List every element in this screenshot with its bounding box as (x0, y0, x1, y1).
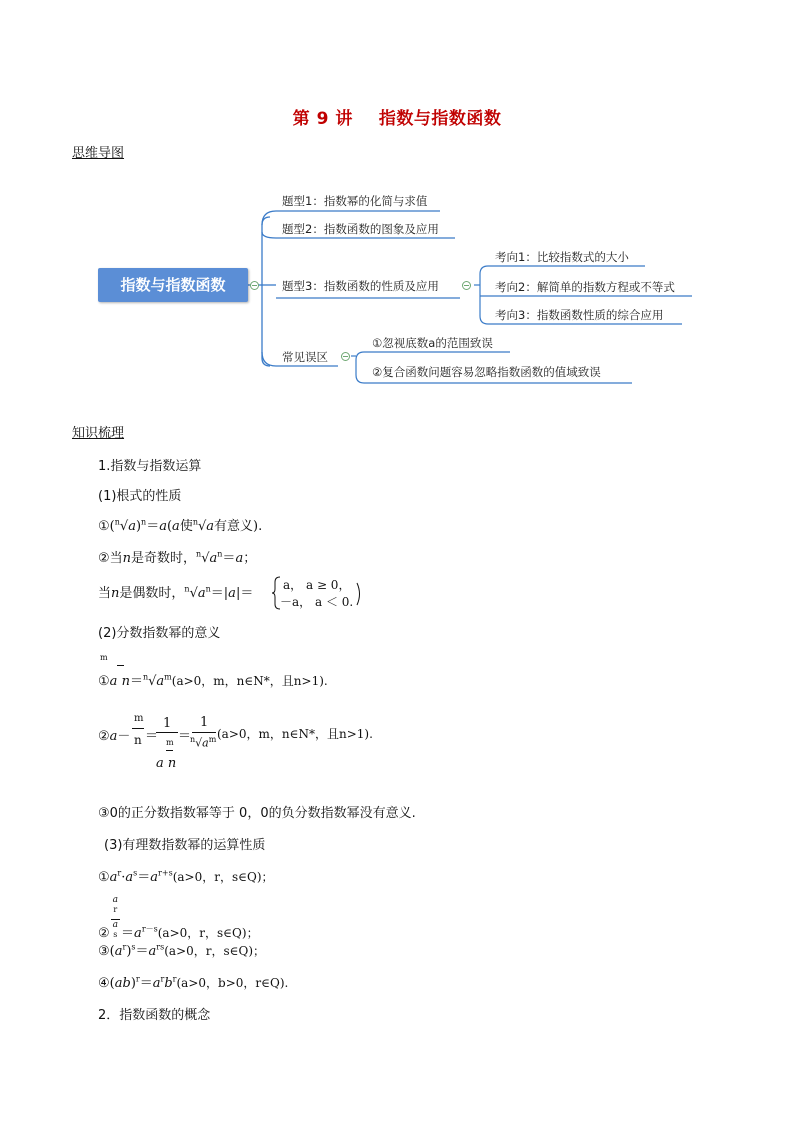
mindmap-branch-2[interactable]: 题型2：指数函数的图象及应用 (282, 222, 439, 236)
radical-property-1-tail: 有意义). (214, 519, 263, 534)
rule-3: $③(a^r)^s=a^{rs}(a>0$，r，s∈Q)； (98, 942, 266, 959)
mindmap-branch-3[interactable]: 题型3：指数函数的性质及应用 (282, 279, 439, 293)
rule-4: $④(ab)^r=a^rb^r(a>0$，b>0，r∈Q). (98, 974, 289, 991)
radical-property-3-mid: 是偶数时， (119, 586, 185, 601)
collapse-branch-3-icon[interactable] (462, 281, 471, 290)
frac-1-num: 1 (163, 716, 172, 731)
rule-2-frac: a $^r$ a $^s$ (112, 895, 119, 939)
frac-1-inner-bar (166, 750, 173, 751)
rule-1: $①a^r\cdot a^s=a^{r+s}(a>0$，r，s∈Q)； (98, 868, 274, 885)
radical-property-3-pre: 当 (98, 586, 112, 601)
rule-2: ② a $^r$ a $^s$ $=a^{r-s}(a>0$，r，s∈Q)； (98, 895, 259, 944)
fractional-exp-1-cond: (a>0，m，n∈N*，且n>1). (171, 674, 328, 688)
exp-frac-bar (117, 665, 124, 666)
frac-1-den: a n (156, 756, 177, 771)
radical-property-1-text: 使 (179, 519, 193, 534)
right-paren-icon (355, 582, 363, 606)
section-2-heading: 2．指数函数的概念 (98, 1008, 211, 1023)
mindmap-sub-3-2[interactable]: 考向2：解简单的指数方程或不等式 (495, 280, 675, 294)
eq-sign-2: ＝ (178, 729, 192, 744)
section-1-3-heading: (3)有理数指数幂的运算性质 (104, 838, 266, 853)
frac-2-num: 1 (200, 715, 209, 730)
fractional-exp-2-cond: (a>0，m，n∈N*，且n>1). (217, 727, 373, 741)
radical-property-2: ②当n是奇数时，$^n√a^n=a$； (98, 549, 257, 566)
fractional-exp-3: ③0的正分数指数幂等于 0，0的负分数指数幂没有意义. (98, 806, 416, 821)
neg-exp-n: n (134, 733, 142, 747)
section-1-2-heading: (2)分数指数幂的意义 (98, 626, 221, 641)
fractional-exp-1: ①a $n=^n√a^m(a>0$，m，n∈N*，且n>1). (98, 672, 328, 689)
mindmap-branch-1[interactable]: 题型1：指数幂的化简与求值 (282, 194, 428, 208)
section-1-1-heading: (1)根式的性质 (98, 489, 182, 504)
radical-property-2-mid: 是奇数时， (131, 551, 197, 566)
frac-1-m: m (166, 738, 174, 747)
mindmap-branch-4[interactable]: 常见误区 (282, 350, 328, 364)
section-1-heading: 1.指数与指数运算 (98, 459, 202, 474)
frac-2-bar (192, 732, 216, 733)
rule-4-cond: (a>0，b>0，r∈Q). (176, 976, 289, 990)
mindmap-sub-3-1[interactable]: 考向1：比较指数式的大小 (495, 250, 629, 264)
fractional-exp-2: ②a－ (98, 729, 131, 744)
neg-exp-m: m (134, 713, 144, 724)
mindmap-root[interactable]: 指数与指数函数 (98, 268, 248, 302)
frac-2-den: $^n√a^m$ (190, 735, 217, 750)
radical-property-1: $①(^n√a)^n=a(a$使$^n$√a有意义). (98, 517, 263, 534)
rule-3-cond: (a>0，r，s∈Q)； (164, 944, 266, 958)
mindmap-heading: 思维导图 (72, 146, 125, 161)
eq-sign-1: ＝ (145, 729, 159, 744)
radical-property-2-pre: ②当 (98, 551, 123, 566)
mindmap-sub-4-1[interactable]: ①忽视底数a的范围致误 (372, 336, 493, 350)
radical-property-3: 当n是偶数时，$^n√a^n=|a|=$ (98, 584, 254, 601)
knowledge-heading: 知识梳理 (72, 426, 125, 441)
lecture-number: 第 9 讲 (292, 109, 353, 129)
neg-exp-bar (132, 728, 144, 729)
collapse-root-icon[interactable] (250, 281, 259, 290)
frac-1-bar (156, 732, 178, 733)
collapse-branch-4-icon[interactable] (341, 352, 350, 361)
rule-1-cond: (a>0，r，s∈Q)； (172, 870, 274, 884)
exp-m-label: m (100, 653, 108, 662)
lecture-topic: 指数与指数函数 (378, 109, 502, 129)
rule-2-cond: (a>0，r，s∈Q)； (157, 926, 259, 940)
mindmap-sub-3-3[interactable]: 考向3：指数函数性质的综合应用 (495, 308, 664, 322)
case-1: a， a ≥ 0， (283, 578, 351, 592)
mindmap-sub-4-2[interactable]: ②复合函数问题容易忽略指数函数的值域致误 (372, 365, 601, 379)
case-2: －a， a ＜ 0. (280, 595, 354, 609)
